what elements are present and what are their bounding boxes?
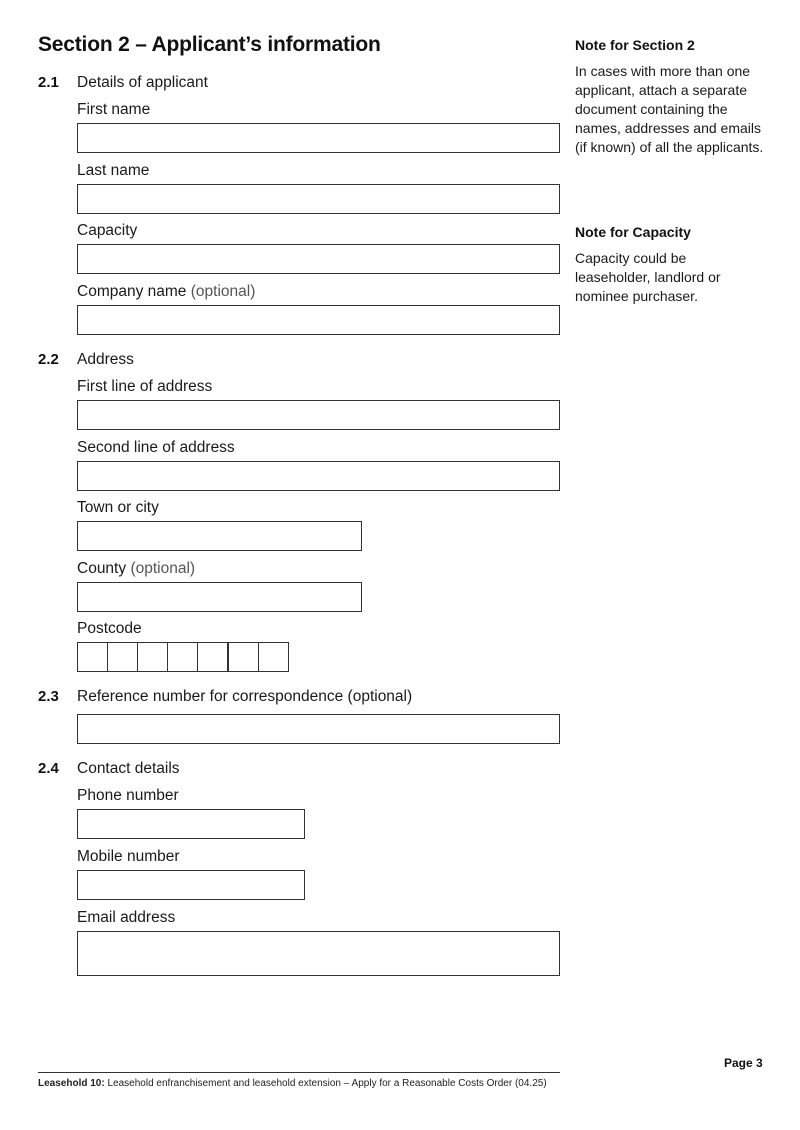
county-label (77, 560, 195, 578)
company-name-optional: (optional) (190, 283, 256, 300)
question-number-2-3: 2.3 (38, 688, 59, 705)
postcode-char-box[interactable] (228, 642, 259, 672)
first-name-field[interactable] (77, 123, 560, 153)
mobile-label: Mobile number (77, 848, 180, 865)
postcode-char-box[interactable] (197, 642, 228, 672)
capacity-field[interactable] (77, 244, 560, 274)
question-heading-2-4: Contact details (77, 760, 180, 777)
county-optional: (optional) (130, 560, 196, 577)
town-label: Town or city (77, 499, 159, 516)
postcode-char-box[interactable] (258, 642, 289, 672)
county-label-text: County (77, 560, 127, 577)
postcode-label: Postcode (77, 620, 142, 637)
company-name-label (77, 283, 255, 301)
question-heading-2-2: Address (77, 351, 134, 368)
email-label: Email address (77, 909, 176, 926)
county-field[interactable] (77, 582, 362, 612)
footer-form-title: Leasehold enfranchisement and leasehold extension – Apply for a Reasonable Costs Order (04.25) (107, 1078, 547, 1089)
company-name-label-text: Company name (77, 283, 187, 300)
first-name-label: First name (77, 101, 151, 118)
question-heading-2-1: Details of applicant (77, 74, 208, 91)
question-number-2-4: 2.4 (38, 760, 59, 777)
footer-form-code: Leasehold 10: (38, 1078, 105, 1089)
address-line2-label: Second line of address (77, 439, 235, 456)
address-line2-field[interactable] (77, 461, 560, 491)
email-field[interactable] (77, 931, 560, 976)
footer-text (38, 1078, 547, 1089)
section-title: Section 2 – Applicant’s information (38, 33, 381, 56)
question-number-2-2: 2.2 (38, 351, 59, 368)
postcode-char-box[interactable] (167, 642, 198, 672)
question-heading-2-3: Reference number for correspondence (optional) (77, 688, 413, 705)
address-line1-label: First line of address (77, 378, 213, 395)
note-capacity-body: Capacity could be leaseholder, landlord or nominee purchaser. (575, 250, 721, 304)
note-capacity-title: Note for Capacity (575, 224, 691, 240)
phone-label: Phone number (77, 787, 179, 804)
town-field[interactable] (77, 521, 362, 551)
page-number: Page 3 (724, 1056, 763, 1070)
last-name-label: Last name (77, 162, 150, 179)
question-number-2-1: 2.1 (38, 74, 59, 91)
note-section2-title: Note for Section 2 (575, 37, 695, 53)
phone-field[interactable] (77, 809, 305, 839)
note-section2-body: In cases with more than one applicant, attach a separate document containing the names, addresses and emails (if known) of all the applicants. (575, 63, 764, 155)
company-name-field[interactable] (77, 305, 560, 335)
footer-divider (38, 1072, 560, 1073)
postcode-char-box[interactable] (77, 642, 108, 672)
postcode-char-box[interactable] (107, 642, 138, 672)
reference-number-field[interactable] (77, 714, 560, 744)
address-line1-field[interactable] (77, 400, 560, 430)
capacity-label: Capacity (77, 222, 138, 239)
mobile-field[interactable] (77, 870, 305, 900)
postcode-char-box[interactable] (137, 642, 168, 672)
last-name-field[interactable] (77, 184, 560, 214)
